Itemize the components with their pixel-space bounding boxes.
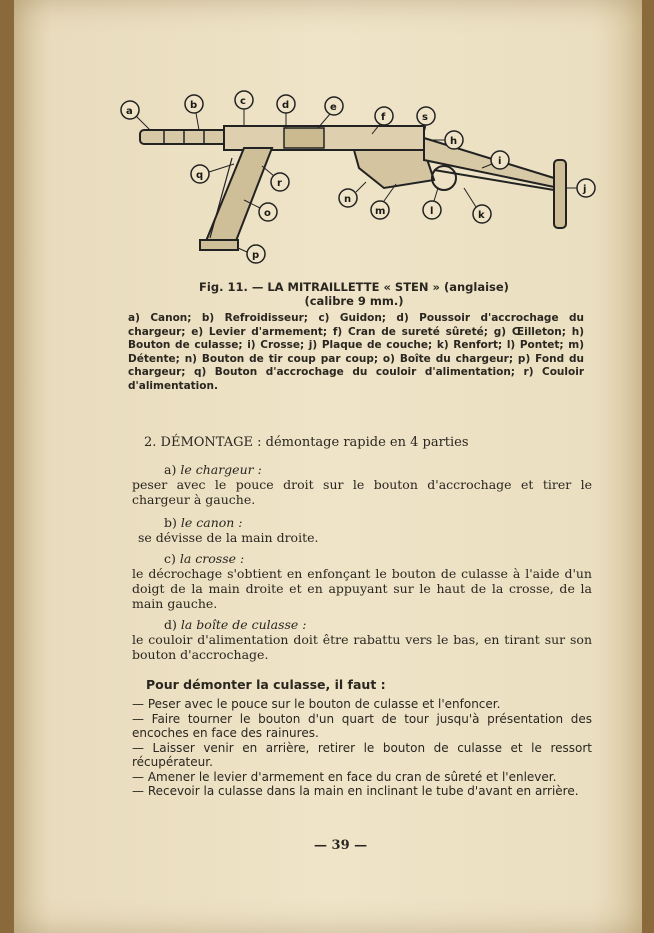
svg-text:e: e	[330, 102, 337, 113]
part-text: se dévisse de la main droite.	[138, 530, 319, 545]
step-item: — Amener le levier d'armement en face du cran de sûreté et l'enlever.	[132, 769, 557, 784]
svg-text:k: k	[478, 210, 485, 221]
svg-text:d: d	[282, 100, 290, 111]
callout-p	[238, 245, 265, 263]
svg-text:q: q	[196, 170, 204, 181]
part-name: la crosse :	[179, 551, 245, 566]
svg-text:i: i	[498, 156, 502, 167]
svg-text:m: m	[375, 206, 386, 217]
part-c	[132, 551, 592, 611]
callout-l	[423, 188, 441, 219]
svg-text:a: a	[126, 106, 133, 117]
part-name: le chargeur :	[180, 462, 262, 477]
sten-gun-illustration	[104, 88, 604, 268]
svg-text:j: j	[583, 184, 587, 195]
culasse-steps	[132, 697, 592, 799]
sten-drawing	[104, 88, 604, 268]
callout-b	[185, 95, 203, 130]
callout-n	[339, 182, 366, 207]
svg-text:f: f	[381, 112, 386, 123]
figure-legend: a) Canon; b) Refroidisseur; c) Guidon; d) Poussoir d'accrochage du chargeur; e) Levier d'armement; f) Cran de sureté sûreté; g) Œilleton; h) Bouton de culasse; i) Crosse; j) Plaque de couche; k) Renfort; l) Pontet; m) Détente; n) Bouton de tir coup par coup; o) Boîte du chargeur; p) Fond du chargeur; q) Bouton d'accrochage du couloir d'alimentation; r) Couloir d'alimentation.	[128, 312, 584, 392]
callout-c	[235, 91, 253, 126]
part-name: la boîte de culasse :	[180, 617, 307, 632]
caption-title: Fig. 11. — LA MITRAILLETTE « STEN » (anglaise)	[199, 280, 509, 294]
callout-r	[262, 166, 289, 191]
part-b	[132, 515, 592, 545]
svg-text:c: c	[240, 96, 246, 107]
part-text: le décrochage s'obtient en enfonçant le bouton de culasse à l'aide d'un doigt de la main droite et en appuyant sur le haut de la crosse, de la main gauche.	[132, 566, 592, 611]
part-a	[132, 462, 592, 507]
part-name: le canon :	[180, 515, 243, 530]
callout-d	[277, 95, 295, 128]
caption-subtitle: (calibre 9 mm.)	[304, 294, 404, 308]
callout-m	[371, 184, 396, 219]
callout-e	[318, 97, 343, 128]
part-letter: d)	[164, 617, 177, 632]
figure-caption	[114, 280, 594, 308]
step-item: — Faire tourner le bouton d'un quart de tour jusqu'à présentation des encoches en face des rainures.	[132, 711, 592, 740]
page-number: — 39 —	[314, 838, 368, 853]
svg-text:l: l	[430, 206, 434, 217]
part-text: le couloir d'alimentation doit être rabattu vers le bas, en tirant sur son bouton d'accrochage.	[132, 632, 592, 662]
svg-text:s: s	[422, 112, 428, 123]
step-item: — Recevoir la culasse dans la main en inclinant le tube d'avant en arrière.	[132, 784, 579, 798]
svg-text:b: b	[190, 100, 198, 111]
svg-text:r: r	[277, 178, 282, 189]
callout-k	[464, 188, 491, 223]
svg-text:p: p	[252, 250, 260, 261]
svg-text:o: o	[264, 208, 271, 219]
svg-text:h: h	[450, 136, 458, 147]
culasse-heading: Pour démonter la culasse, il faut :	[146, 677, 386, 692]
callout-a	[121, 101, 150, 130]
part-letter: b)	[164, 515, 177, 530]
part-letter: c)	[164, 551, 176, 566]
part-d	[132, 617, 592, 662]
svg-text:n: n	[344, 194, 352, 205]
step-item: — Laisser venir en arrière, retirer le bouton de culasse et le ressort récupérateur.	[132, 740, 592, 769]
part-letter: a)	[164, 462, 177, 477]
book-page	[14, 0, 642, 933]
section-title: 2. DÉMONTAGE : démontage rapide en 4 parties	[144, 435, 469, 450]
step-item: — Peser avec le pouce sur le bouton de culasse et l'enfoncer.	[132, 697, 501, 711]
part-text: peser avec le pouce droit sur le bouton d'accrochage et tirer le chargeur à gauche.	[132, 477, 592, 507]
callout-j	[566, 179, 595, 197]
